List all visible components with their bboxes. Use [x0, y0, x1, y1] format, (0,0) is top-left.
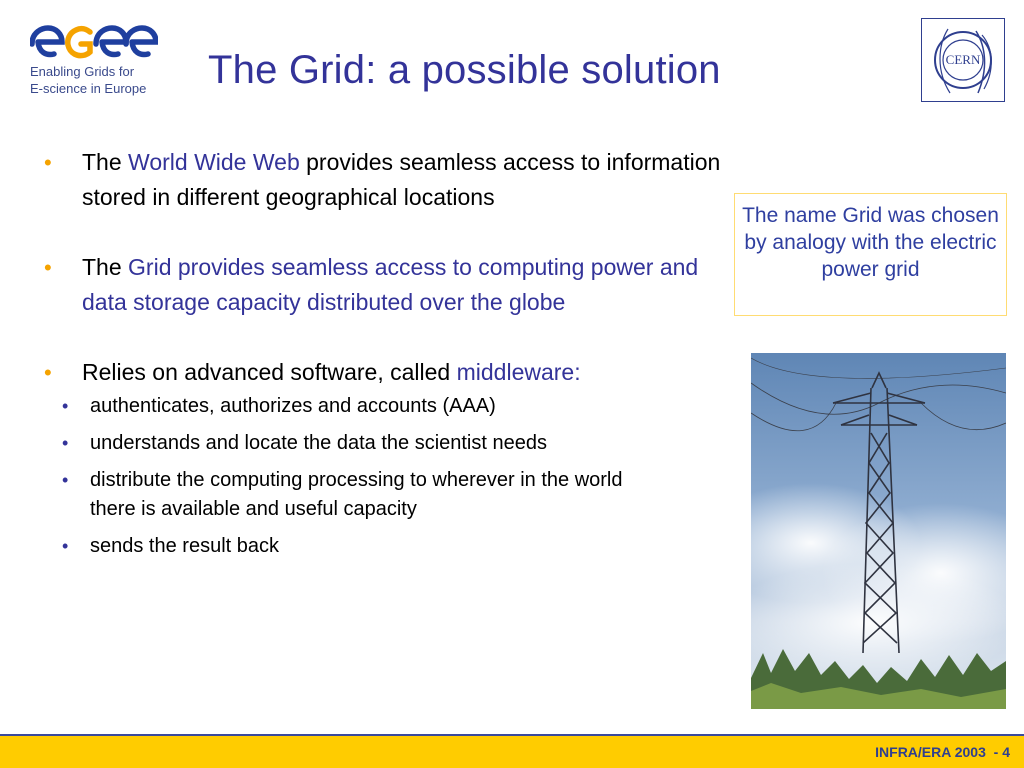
bullet-grid: [44, 250, 734, 320]
sub-bullet: • authenticates, authorizes and accounts (AAA): [44, 392, 734, 421]
power-pylon-photo: [751, 353, 1006, 709]
middleware-sub-bullets: [44, 392, 734, 561]
bullet-www-post: provides seamless access to information stored in different geographical locations: [82, 149, 721, 210]
bullet-www-pre: The: [82, 149, 129, 175]
bullet-www-highlight: World Wide Web: [128, 149, 300, 175]
cern-logo: [921, 18, 1005, 102]
logo-tagline-1: Enabling Grids for: [30, 64, 135, 79]
bullet-middleware-pre: Relies on advanced software, called: [82, 359, 457, 385]
footer-page-label: INFRA/ERA 2003 - 4: [875, 744, 1010, 760]
bullet-www: [44, 145, 734, 215]
analogy-note: The name Grid was chosen by analogy with the electric power grid: [734, 193, 1007, 316]
bullet-middleware-highlight: middleware:: [456, 359, 581, 385]
slide-title: The Grid: a possible solution: [208, 48, 721, 92]
bullet-middleware: [44, 355, 734, 390]
sub-bullet: • understands and locate the data the scientist needs: [44, 429, 734, 458]
sub-bullet: • distribute the computing processing to wherever in the world there is available and useful capacity: [44, 466, 670, 524]
bullet-grid-pre: The: [82, 254, 129, 280]
bullet-grid-highlight: Grid provides seamless access to computing power and data storage capacity distributed over the globe: [82, 254, 699, 315]
cern-logo-text: CERN: [945, 52, 981, 67]
logo-tagline-2: E-science in Europe: [30, 81, 147, 96]
egee-logo-mark: [30, 22, 158, 62]
slide-body: [44, 145, 734, 569]
sub-bullet: • sends the result back: [44, 532, 734, 561]
egee-logo: [30, 22, 160, 102]
footer-bar: [0, 734, 1024, 768]
